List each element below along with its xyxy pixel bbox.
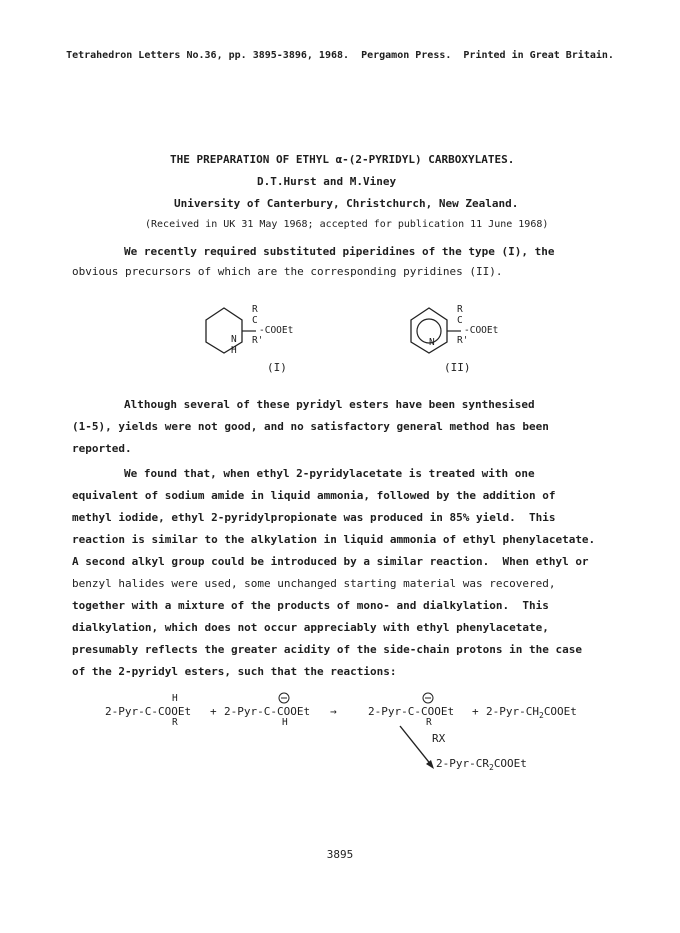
para2-line-9: presumably reflects the greater acidity of the side-chain protons in the case	[72, 643, 582, 656]
para2-line-5: A second alkyl group could be introduced by a similar reaction. When ethyl or	[72, 555, 589, 568]
structure-I-h: H	[231, 345, 237, 356]
structure-II-r: R	[457, 304, 463, 315]
product-sub: 2	[488, 763, 494, 773]
intro-line-1: We recently required substituted piperidines of the type (I), the	[124, 245, 555, 258]
intro-line-2: obvious precursors of which are the corresponding pyridines (II).	[72, 265, 503, 278]
para2-line-4: reaction is similar to the alkylation in liquid ammonia of ethyl phenylacetate.	[72, 533, 596, 546]
reaction-scheme	[0, 690, 680, 790]
carbanion-charge-icon	[278, 692, 290, 704]
term1: 2-Pyr-C-COOEt	[105, 705, 192, 718]
structure-I-n: N	[231, 334, 237, 345]
structure-II-n: N	[429, 337, 435, 348]
diagonal-arrow-icon	[398, 724, 458, 784]
reagent: RX	[432, 732, 446, 745]
product-end: COOEt	[493, 757, 527, 770]
para2-line-10: of the 2-pyridyl esters, such that the reactions:	[72, 665, 397, 678]
received-line: (Received in UK 31 May 1968; accepted for publication 11 June 1968)	[145, 219, 549, 230]
reaction-arrow: →	[330, 705, 336, 718]
structure-II	[395, 290, 555, 370]
term3-bottom: R	[426, 717, 432, 728]
pyridine-ring	[395, 290, 475, 360]
article-title: THE PREPARATION OF ETHYL α-(2-PYRIDYL) CARBOXYLATES.	[170, 153, 515, 166]
term4-end: COOEt	[543, 705, 577, 718]
structure-II-c: C	[457, 315, 463, 326]
structure-I-c: C	[252, 315, 258, 326]
structure-I-label: (I)	[267, 361, 287, 374]
term2-bottom: H	[282, 717, 288, 728]
structure-II-group: -COOEt	[464, 325, 499, 336]
para1-line-2: (1-5), yields were not good, and no satisfactory general method has been	[72, 420, 549, 433]
para2-line-1: We found that, when ethyl 2-pyridylacetate is treated with one	[124, 467, 535, 480]
final-product	[436, 757, 527, 774]
term2: 2-Pyr-C-COOEt	[224, 705, 311, 718]
term1-top: H	[172, 693, 178, 704]
page-number: 3895	[326, 848, 354, 861]
structure-I-group: -COOEt	[259, 325, 294, 336]
structure-II-r-prime: R'	[457, 335, 469, 346]
term4	[486, 705, 577, 722]
term4-sub: 2	[538, 711, 544, 721]
structure-I-r-prime: R'	[252, 335, 264, 346]
authors: D.T.Hurst and M.Viney	[257, 175, 397, 188]
plus-2: +	[472, 705, 479, 718]
plus-1: +	[210, 705, 217, 718]
term4-main: 2-Pyr-CH	[486, 705, 539, 718]
para1-line-1: Although several of these pyridyl esters have been synthesised	[124, 398, 535, 411]
piperidine-ring	[190, 290, 270, 360]
para2-line-8: dialkylation, which does not occur appreciably with ethyl phenylacetate,	[72, 621, 549, 634]
para2-line-3: methyl iodide, ethyl 2-pyridylpropionate was produced in 85% yield. This	[72, 511, 556, 524]
affiliation: University of Canterbury, Christchurch, New Zealand.	[174, 197, 519, 210]
structure-I	[190, 290, 350, 370]
para2-line-6: benzyl halides were used, some unchanged starting material was recovered,	[72, 577, 556, 590]
term3: 2-Pyr-C-COOEt	[368, 705, 455, 718]
structure-I-r: R	[252, 304, 258, 315]
para1-line-3: reported.	[72, 442, 132, 455]
product-charge-icon	[422, 692, 434, 704]
structure-II-label: (II)	[444, 361, 471, 374]
para2-line-7: together with a mixture of the products of mono- and dialkylation. This	[72, 599, 549, 612]
product-main: 2-Pyr-CR	[436, 757, 489, 770]
term1-bottom: R	[172, 717, 178, 728]
journal-header: Tetrahedron Letters No.36, pp. 3895-3896, 1968. Pergamon Press. Printed in Great Britain.	[66, 50, 614, 61]
para2-line-2: equivalent of sodium amide in liquid ammonia, followed by the addition of	[72, 489, 556, 502]
